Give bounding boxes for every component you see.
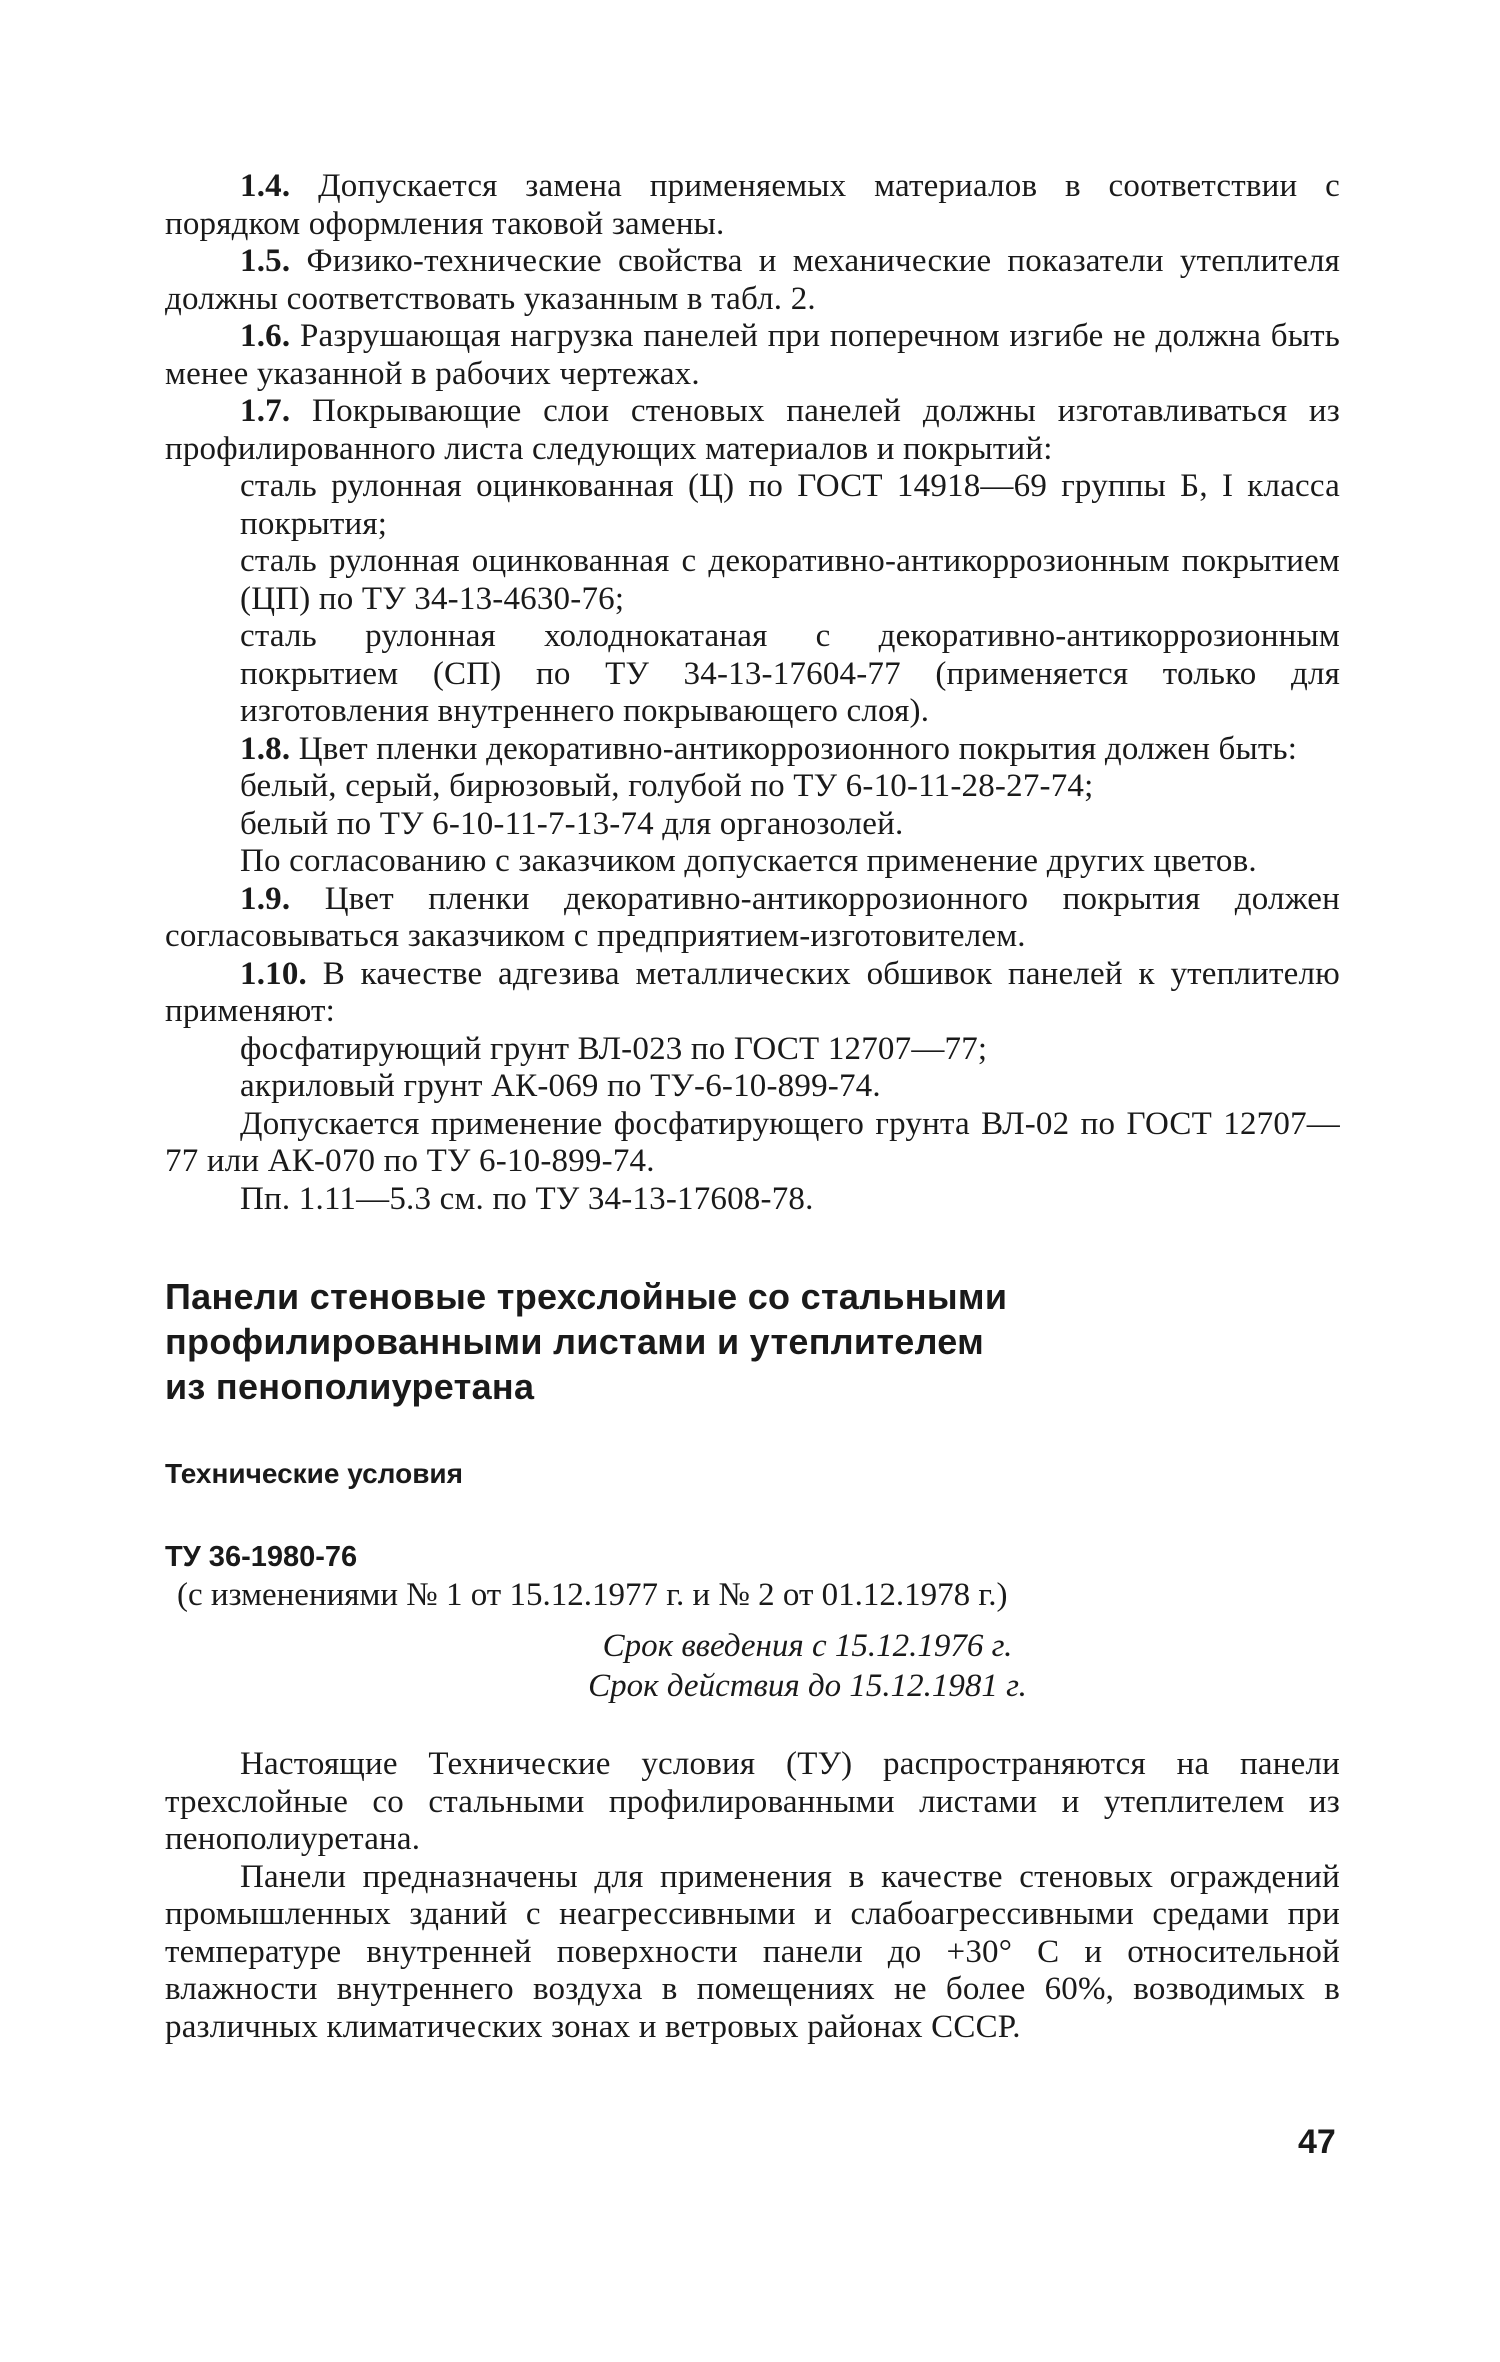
date-valid-until: Срок действия до 15.12.1981 г. <box>588 1668 1027 1704</box>
material-item: сталь рулонная холоднокатаная с декоративно-антикоррозионным покрытием (СП) по ТУ 34-13-17604-77 (применяется только для изготовления внутреннего покрывающего слоя). <box>240 618 1340 729</box>
color-item: белый по ТУ 6-10-11-7-13-74 для органозолей. <box>240 805 904 842</box>
colors-note: По согласованию с заказчиком допускается применение других цветов. <box>240 843 1257 879</box>
document-page <box>165 168 1340 2046</box>
date-introduced: Срок введения с 15.12.1976 г. <box>602 1628 1013 1664</box>
intro-section <box>165 1746 1340 2046</box>
reference-note: Пп. 1.11—5.3 см. по ТУ 34-13-17608-78. <box>240 1180 814 1217</box>
page-number: 47 <box>1298 2123 1336 2161</box>
intro-paragraph: Панели предназначены для применения в качестве стеновых ограждений промышленных зданий с неагрессивными и слабоагрессивными средами при температуре внутренней поверхности панели до +30° С и относительной влажности внутреннего воздуха в помещениях не более 60%, возводимых в различных климатических зонах и ветровых районах СССР. <box>165 1858 1340 2045</box>
primers-note: Допускается применение фосфатирующего грунта ВЛ-02 по ГОСТ 12707—77 или АК-070 по ТУ 6-10-899-74. <box>165 1105 1340 1179</box>
clause-1-9: 1.9. Цвет пленки декоративно-антикоррозионного покрытия должен согласовываться заказчиком с предприятием-изготовителем. <box>165 880 1340 954</box>
primer-item: акриловый грунт АК-069 по ТУ-6-10-899-74. <box>240 1068 881 1104</box>
clause-1-10: 1.10. В качестве адгезива металлических обшивок панелей к утеплителю применяют: <box>165 955 1340 1029</box>
document-code: ТУ 36-1980-76 <box>165 1541 358 1573</box>
clause-1-4: 1.4. Допускается замена применяемых материалов в соответствии с порядком оформления таковой замены. <box>165 168 1340 242</box>
clause-1-7: 1.7. Покрывающие слои стеновых панелей должны изготавливаться из профилированного листа следующих материалов и покрытий: <box>165 393 1340 467</box>
section-title-line: профилированными листами и утеплителем <box>165 1321 985 1362</box>
clause-1-6: 1.6. Разрушающая нагрузка панелей при поперечном изгибе не должна быть менее указанной в рабочих чертежах. <box>165 318 1340 392</box>
material-item: сталь рулонная оцинкованная с декоративно-антикоррозионным покрытием (ЦП) по ТУ 34-13-4630-76; <box>240 543 1340 617</box>
section-title-line: из пенополиуретана <box>165 1366 535 1407</box>
clause-1-8: 1.8. Цвет пленки декоративно-антикоррозионного покрытия должен быть: <box>240 730 1298 767</box>
amendments-note: (с изменениями № 1 от 15.12.1977 г. и № 2 от 01.12.1978 г.) <box>177 1577 1008 1613</box>
primer-item: фосфатирующий грунт ВЛ-023 по ГОСТ 12707—77; <box>240 1030 988 1067</box>
color-item: белый, серый, бирюзовый, голубой по ТУ 6-10-11-28-27-74; <box>240 768 1094 804</box>
section-title <box>165 1274 1340 1409</box>
clause-1-5: 1.5. Физико-технические свойства и механические показатели утеплителя должны соответствовать указанным в табл. 2. <box>165 243 1340 317</box>
section-title-line: Панели стеновые трехслойные со стальными <box>165 1276 1008 1317</box>
material-item: сталь рулонная оцинкованная (Ц) по ГОСТ 14918—69 группы Б, I класса покрытия; <box>240 468 1340 542</box>
section-subtitle: Технические условия <box>165 1458 463 1489</box>
validity-dates <box>165 1626 1340 1706</box>
intro-paragraph: Настоящие Технические условия (ТУ) распространяются на панели трехслойные со стальными профилированными листами и утеплителем из пенополиуретана. <box>165 1746 1340 1857</box>
